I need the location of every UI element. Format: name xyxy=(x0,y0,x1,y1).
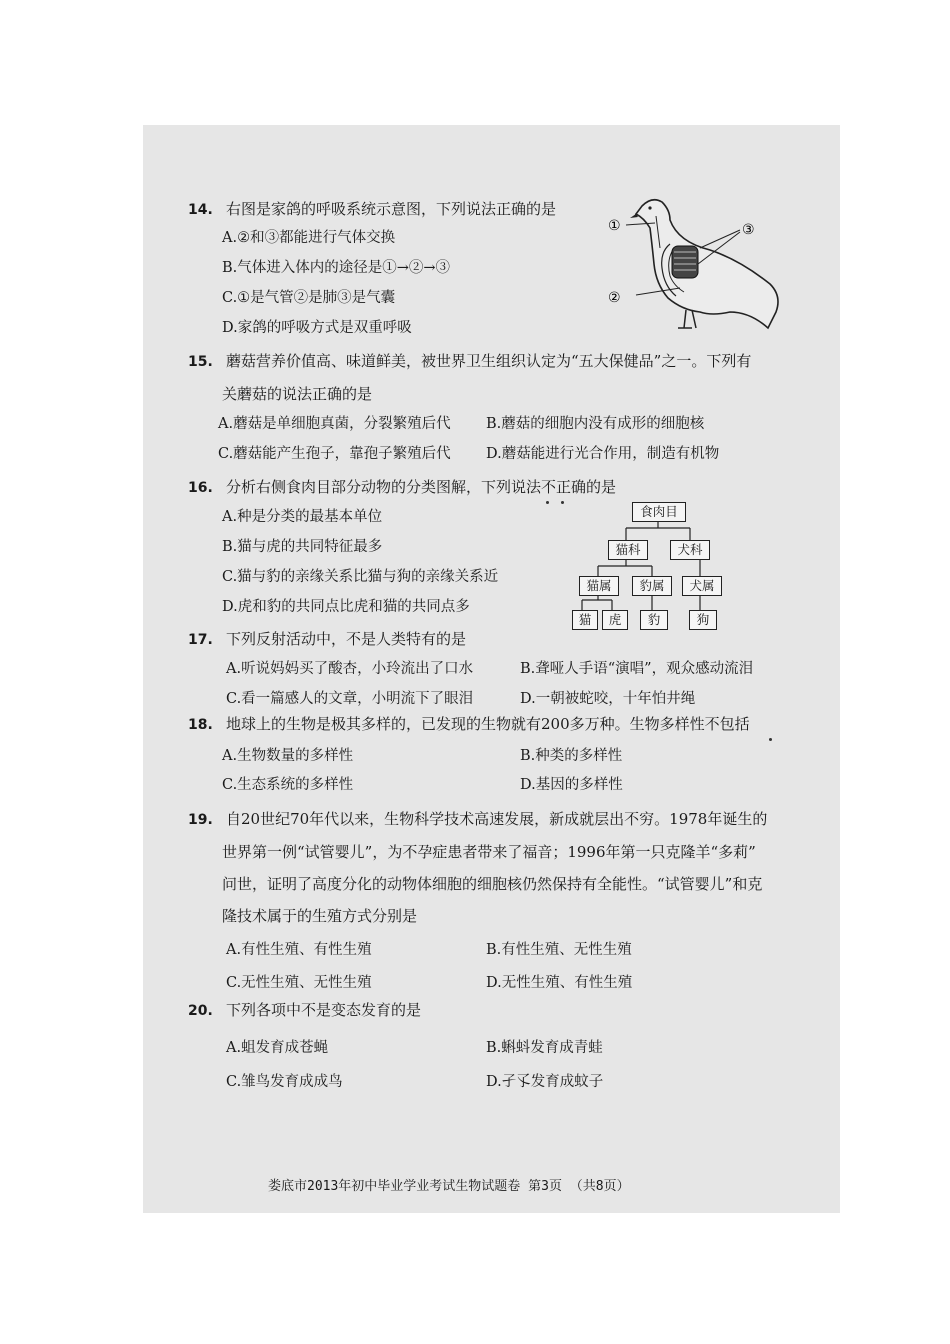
q17-option-c: C.看一篇感人的文章，小明流下了眼泪 xyxy=(226,691,474,707)
question-17-stem: 17. 下列反射活动中，不是人类特有的是 xyxy=(188,630,467,648)
figure-label-1: ① xyxy=(608,218,621,234)
tree-node-genus-panthera: 豹属 xyxy=(632,576,672,596)
question-14-stem: 14. 右图是家鸽的呼吸系统示意图，下列说法正确的是 xyxy=(188,200,557,218)
q15-option-c: C.蘑菇能产生孢子，靠孢子繁殖后代 xyxy=(218,446,451,462)
q20-option-b: B.蝌蚪发育成青蛙 xyxy=(486,1040,603,1056)
emphasis-dot xyxy=(769,738,772,741)
q14-option-a: A.②和③都能进行气体交换 xyxy=(222,230,396,246)
q17-option-b: B.聋哑人手语“演唱”，观众感动流泪 xyxy=(520,661,754,677)
question-19-stem-line-3: 问世，证明了高度分化的动物体细胞的细胞核仍然保持有全能性。“试管婴儿”和克 xyxy=(222,875,763,893)
q18-option-c: C.生态系统的多样性 xyxy=(222,777,354,793)
tree-node-genus-canis: 犬属 xyxy=(682,576,722,596)
tree-node-species-tiger: 虎 xyxy=(602,610,628,630)
tree-node-species-leopard: 豹 xyxy=(640,610,668,630)
tree-node-species-cat: 猫 xyxy=(572,610,598,630)
question-18-stem: 18. 地球上的生物是极其多样的，已发现的生物就有200多万种。生物多样性不包括 xyxy=(188,715,750,733)
question-16-stem: 16. 分析右侧食肉目部分动物的分类图解，下列说法不正确的是 xyxy=(188,478,617,496)
figure-label-2: ② xyxy=(608,290,621,306)
page-footer: 娄底市2013年初中毕业学业考试生物试题卷 第3页 （共8页） xyxy=(268,1179,630,1194)
q14-option-d: D.家鸽的呼吸方式是双重呼吸 xyxy=(222,320,412,336)
q16-option-b: B.猫与虎的共同特征最多 xyxy=(222,539,383,555)
q19-option-c: C.无性生殖、无性生殖 xyxy=(226,975,372,991)
tree-node-genus-felis: 猫属 xyxy=(579,576,619,596)
question-19-stem-line-4: 隆技术属于的生殖方式分别是 xyxy=(222,907,418,925)
question-15-stem: 15. 蘑菇营养价值高、味道鲜美，被世界卫生组织认定为“五大保健品”之一。下列有 xyxy=(188,352,752,370)
tree-node-family-cat: 猫科 xyxy=(608,540,648,560)
q16-option-d: D.虎和豹的共同点比虎和猫的共同点多 xyxy=(222,599,470,615)
q19-option-b: B.有性生殖、无性生殖 xyxy=(486,942,632,958)
q16-option-a: A.种是分类的最基本单位 xyxy=(222,509,383,525)
emphasis-dot xyxy=(546,501,549,504)
question-19-stem-line-2: 世界第一例“试管婴儿”，为不孕症患者带来了福音；1996年第一只克隆羊“多莉” xyxy=(222,843,756,861)
question-19-stem: 19. 自20世纪70年代以来，生物科学技术高速发展，新成就层出不穷。1978年诞生的 xyxy=(188,810,768,828)
q18-option-d: D.基因的多样性 xyxy=(520,777,623,793)
tree-node-species-dog: 狗 xyxy=(689,610,717,630)
q17-option-d: D.一朝被蛇咬，十年怕井绳 xyxy=(520,691,696,707)
q20-option-a: A.蛆发育成苍蝇 xyxy=(226,1040,329,1056)
emphasis-dot xyxy=(561,501,564,504)
q18-option-b: B.种类的多样性 xyxy=(520,748,623,764)
q15-option-a: A.蘑菇是单细胞真菌，分裂繁殖后代 xyxy=(218,416,451,432)
q17-option-a: A.听说妈妈买了酸杏，小玲流出了口水 xyxy=(226,661,474,677)
question-15-stem-cont: 关蘑菇的说法正确的是 xyxy=(222,385,373,403)
q15-option-d: D.蘑菇能进行光合作用，制造有机物 xyxy=(486,446,720,462)
q19-option-a: A.有性生殖、有性生殖 xyxy=(226,942,372,958)
question-20-stem: 20. 下列各项中不是变态发育的是 xyxy=(188,1001,422,1019)
q18-option-a: A.生物数量的多样性 xyxy=(222,748,354,764)
figure-label-3: ③ xyxy=(742,222,755,238)
q15-option-b: B.蘑菇的细胞内没有成形的细胞核 xyxy=(486,416,705,432)
tree-node-family-dog: 犬科 xyxy=(670,540,710,560)
q14-option-b: B.气体进入体内的途径是①→②→③ xyxy=(222,260,451,276)
pigeon-respiratory-diagram xyxy=(600,188,800,338)
q20-option-c: C.雏鸟发育成成鸟 xyxy=(226,1074,343,1090)
q19-option-d: D.无性生殖、有性生殖 xyxy=(486,975,633,991)
q20-option-d: D.孑孓发育成蚊子 xyxy=(486,1074,604,1090)
q16-option-c: C.猫与豹的亲缘关系比猫与狗的亲缘关系近 xyxy=(222,569,499,585)
q14-option-c: C.①是气管②是肺③是气囊 xyxy=(222,290,396,306)
tree-node-order: 食肉目 xyxy=(632,502,686,522)
